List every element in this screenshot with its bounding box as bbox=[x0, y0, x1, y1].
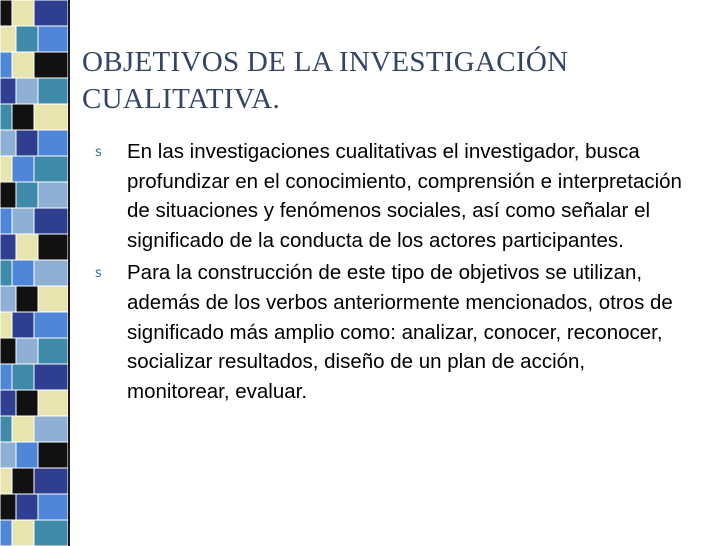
stripe-block bbox=[0, 312, 12, 338]
stripe-block bbox=[16, 390, 38, 416]
stripe-block bbox=[38, 442, 68, 468]
stripe-block bbox=[16, 494, 38, 520]
stripe-block bbox=[34, 468, 68, 494]
stripe-block bbox=[34, 104, 68, 130]
slide-title: OBJETIVOS DE LA INVESTIGACIÓN CUALITATIVA. bbox=[82, 46, 569, 115]
stripe-block bbox=[12, 312, 34, 338]
stripe-block bbox=[34, 208, 68, 234]
bullet-item bbox=[90, 258, 690, 406]
stripe-block bbox=[0, 26, 16, 52]
stripe-block bbox=[38, 338, 68, 364]
stripe-block bbox=[38, 390, 68, 416]
stripe-block bbox=[0, 234, 16, 260]
vertical-divider bbox=[68, 0, 70, 546]
bullet-text: Para la construcción de este tipo de objetivos se utilizan, además de los verbos anteriormente mencionados, otros de significado más amplio como: analizar, conocer, reconocer, socializar resultados, diseño de un plan de acción, monitorear, evaluar. bbox=[127, 261, 673, 403]
stripe-block bbox=[0, 156, 12, 182]
stripe-block bbox=[16, 442, 38, 468]
stripe-block bbox=[16, 130, 38, 156]
stripe-block bbox=[12, 468, 34, 494]
stripe-block bbox=[12, 416, 34, 442]
stripe-block bbox=[0, 0, 12, 26]
stripe-block bbox=[12, 520, 34, 546]
stripe-block bbox=[0, 286, 16, 312]
stripe-block bbox=[38, 286, 68, 312]
stripe-block bbox=[0, 260, 12, 286]
stripe-block bbox=[0, 338, 16, 364]
stripe-block bbox=[34, 520, 68, 546]
bullet-item bbox=[90, 137, 690, 255]
stripe-block bbox=[34, 260, 68, 286]
stripe-block bbox=[12, 260, 34, 286]
stripe-block bbox=[0, 182, 16, 208]
stripe-block bbox=[12, 156, 34, 182]
stripe-block bbox=[0, 364, 12, 390]
stripe-block bbox=[12, 52, 34, 78]
bullet-icon: s bbox=[95, 266, 102, 282]
stripe-block bbox=[38, 234, 68, 260]
stripe-block bbox=[0, 520, 12, 546]
stripe-block bbox=[34, 52, 68, 78]
stripe-block bbox=[0, 416, 12, 442]
bullet-list bbox=[90, 137, 690, 406]
stripe-block bbox=[0, 442, 16, 468]
stripe-block bbox=[0, 208, 12, 234]
stripe-block bbox=[16, 286, 38, 312]
stripe-block bbox=[16, 338, 38, 364]
stripe-block bbox=[16, 26, 38, 52]
bullet-text: En las investigaciones cualitativas el investigador, busca profundizar en el conocimiento, comprensión e interpretación de situaciones y fenómenos sociales, así como señalar el significado de la conducta de los actores participantes. bbox=[127, 140, 682, 252]
stripe-block bbox=[12, 0, 34, 26]
stripe-block bbox=[34, 0, 68, 26]
stripe-block bbox=[12, 364, 34, 390]
stripe-block bbox=[34, 156, 68, 182]
stripe-block bbox=[38, 182, 68, 208]
stripe-block bbox=[34, 416, 68, 442]
stripe-block bbox=[16, 182, 38, 208]
stripe-block bbox=[38, 78, 68, 104]
stripe-block bbox=[16, 234, 38, 260]
stripe-block bbox=[38, 26, 68, 52]
stripe-block bbox=[0, 52, 12, 78]
stripe-block bbox=[0, 104, 12, 130]
bullet-icon: s bbox=[95, 145, 102, 160]
decorative-stripe-band bbox=[0, 0, 70, 546]
stripe-block bbox=[0, 390, 16, 416]
stripe-block bbox=[34, 364, 68, 390]
stripe-block bbox=[0, 468, 12, 494]
stripe-block bbox=[16, 78, 38, 104]
stripe-block bbox=[12, 208, 34, 234]
stripe-block bbox=[0, 78, 16, 104]
stripe-block bbox=[0, 494, 16, 520]
stripe-block bbox=[12, 104, 34, 130]
stripe-block bbox=[34, 312, 68, 338]
stripe-block bbox=[0, 130, 16, 156]
stripe-block bbox=[38, 494, 68, 520]
stripe-block bbox=[38, 130, 68, 156]
